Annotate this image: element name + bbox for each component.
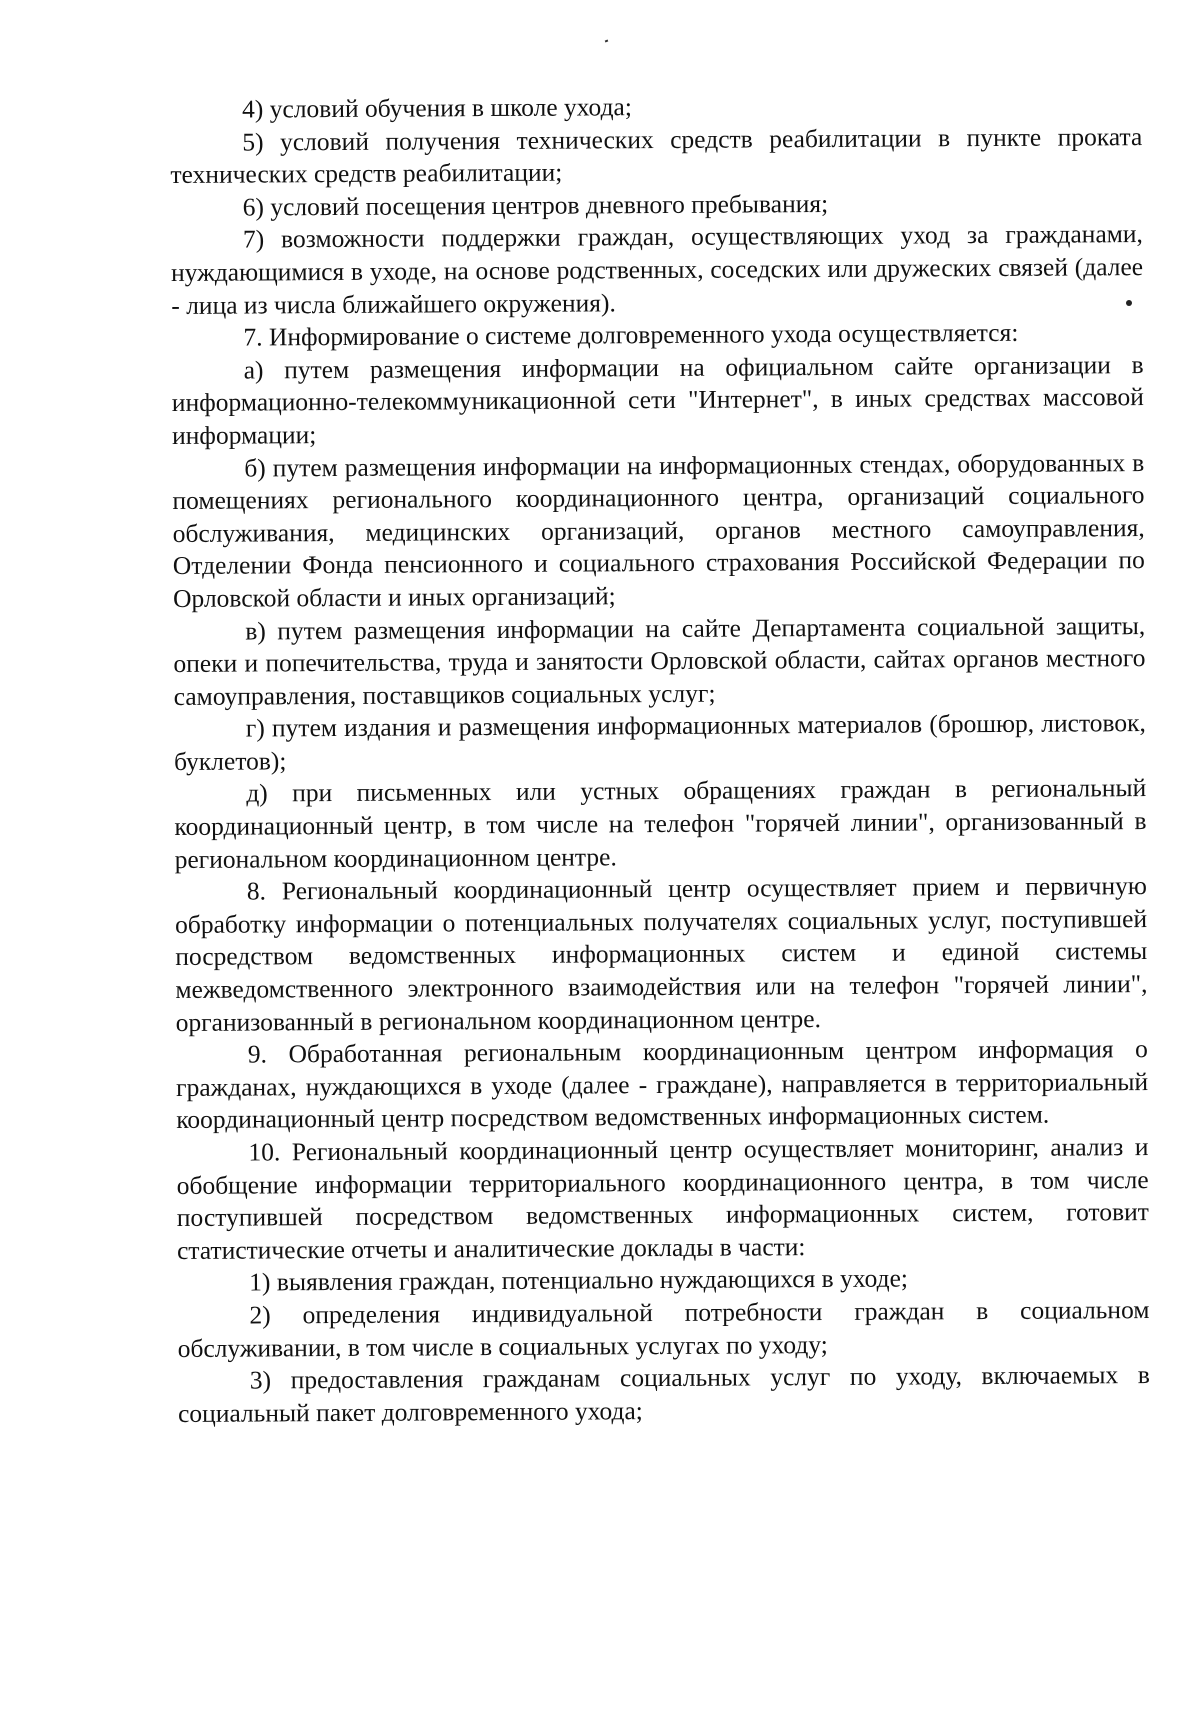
- paragraph-section-7: 7. Информирование о системе долговременного ухода осуществляется:: [243, 317, 1019, 352]
- document-body: [170, 88, 1150, 1430]
- paragraph-item-4: 4) условий обучения в школе ухода;: [242, 92, 632, 124]
- paragraph-subitem-v: в) путем размещения информации на сайте Департамента социальной защиты, опеки и попечительства, труда и занятости Орловской области, сайтах органов местного самоуправления, поставщиков социальных услуг;: [173, 610, 1146, 711]
- paragraph-subitem-d: д) при письменных или устных обращениях граждан в региональный координационный центр, в том числе на телефон "горячей линии", организованный в региональном координационном центре.: [174, 773, 1147, 874]
- scan-artifact-mark: [605, 40, 609, 43]
- paragraph-item-7: 7) возможности поддержки граждан, осуществляющих уход за гражданами, нуждающимися в уходе, на основе родственных, соседских или дружеских связей (далее - лица из числа ближайшего окружения).: [171, 219, 1144, 320]
- paragraph-subitem-b: б) путем размещения информации на информационных стендах, оборудованных в помещениях регионального координационного центра, организаций социального обслуживания, медицинских организаций, органов местного самоуправления, Отделении Фонда пенсионного и социального страхования Российской Федерации по Орловской области и иных организаций;: [172, 447, 1145, 613]
- paragraph-item-6: 6) условий посещения центров дневного пребывания;: [242, 188, 829, 222]
- paragraph-item-1: 1) выявления граждан, потенциально нуждающихся в уходе;: [249, 1263, 909, 1297]
- paragraph-section-10: 10. Региональный координационный центр осуществляет мониторинг, анализ и обобщение информации территориального координационного центра, в том числе поступившей посредством ведомственных информационных систем, готовит статистические отчеты и аналитические доклады в части:: [176, 1132, 1149, 1265]
- paragraph-item-2: 2) определения индивидуальной потребности граждан в социальном обслуживании, в том числе в социальных услугах по уходу;: [177, 1295, 1150, 1363]
- paragraph-section-8: 8. Региональный координационный центр осуществляет прием и первичную обработку информации о потенциальных получателях социальных услуг, поступившей посредством ведомственных информационных систем и единой системы межведомственного электронного взаимодействия или на телефон "горячей линии", организованный в региональном координационном центре.: [174, 871, 1148, 1037]
- paragraph-subitem-a: а) путем размещения информации на официальном сайте организации в информационно-телекоммуникационной сети "Интернет", в иных средствах массовой информации;: [171, 349, 1144, 450]
- paragraph-subitem-g: г) путем издания и размещения информационных материалов (брошюр, листовок, буклетов);: [173, 708, 1146, 776]
- paragraph-section-9: 9. Обработанная региональным координационным центром информация о гражданах, нуждающихся в уходе (далее - граждане), направляется в территориальный координационный центр посредством ведомственных информационных систем.: [175, 1034, 1149, 1135]
- paragraph-item-5: 5) условий получения технических средств реабилитации в пункте проката технических средств реабилитации;: [170, 121, 1143, 190]
- paragraph-item-3: 3) предоставления гражданам социальных услуг по уходу, включаемых в социальный пакет долговременного ухода;: [177, 1360, 1150, 1428]
